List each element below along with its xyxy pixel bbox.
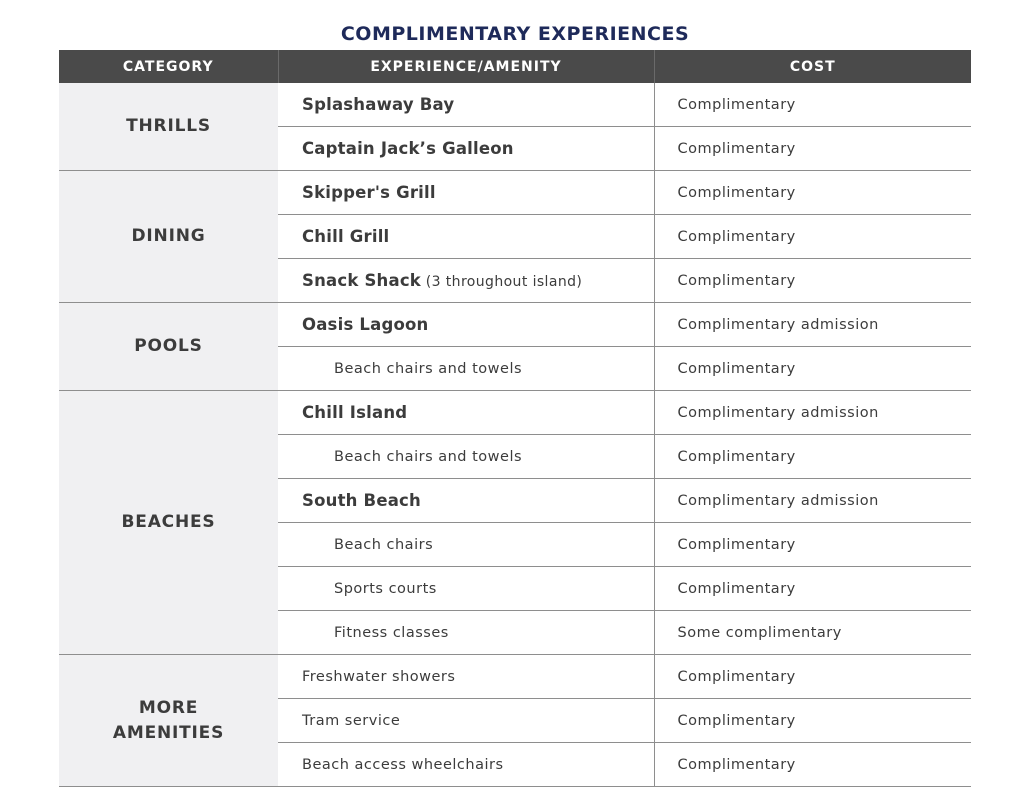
experience-name: Chill Island [302,403,408,422]
experience-cell: Beach chairs and towels [278,347,654,391]
experience-name: Captain Jack’s Galleon [302,139,514,158]
category-dining: DINING [59,171,278,303]
cost-cell: Complimentary [654,171,971,215]
experience-note: (3 throughout island) [425,274,583,290]
table-row [59,303,971,347]
experience-cell [278,83,654,127]
experience-name: Chill Grill [302,227,390,246]
experience-name: Skipper's Grill [302,183,436,202]
cost-cell: Complimentary admission [654,391,971,435]
table-row [59,391,971,435]
header-experience: EXPERIENCE/AMENITY [278,50,654,83]
experience-cell: Freshwater showers [278,655,654,699]
cost-cell: Complimentary [654,743,971,787]
cost-cell: Complimentary [654,435,971,479]
table-header-row [59,50,971,83]
experience-cell [278,259,654,303]
cost-cell: Complimentary admission [654,303,971,347]
cost-cell: Complimentary [654,83,971,127]
header-category: CATEGORY [59,50,278,83]
experience-cell [278,171,654,215]
experience-cell [278,479,654,523]
cost-cell: Complimentary [654,347,971,391]
category-pools: POOLS [59,303,278,391]
experience-cell [278,215,654,259]
experience-cell: Fitness classes [278,611,654,655]
category-beaches: BEACHES [59,391,278,655]
experience-cell: Beach access wheelchairs [278,743,654,787]
table-row [59,655,971,699]
experiences-table [59,50,971,787]
page-title: COMPLIMENTARY EXPERIENCES [340,23,690,45]
cost-cell: Complimentary [654,127,971,171]
experience-name: South Beach [302,491,421,510]
category-line: AMENITIES [112,722,225,743]
cost-cell: Complimentary [654,655,971,699]
header-cost: COST [654,50,971,83]
category-line: MORE [138,697,199,718]
cost-cell: Complimentary [654,215,971,259]
cost-cell: Complimentary [654,567,971,611]
experience-cell: Beach chairs [278,523,654,567]
experience-name: Splashaway Bay [302,95,455,114]
experience-name: Snack Shack [302,271,421,290]
experience-cell: Tram service [278,699,654,743]
experience-name: Oasis Lagoon [302,315,429,334]
cost-cell: Some complimentary [654,611,971,655]
experience-cell: Beach chairs and towels [278,435,654,479]
experience-cell [278,303,654,347]
experience-cell [278,127,654,171]
table-row [59,83,971,127]
experience-cell: Sports courts [278,567,654,611]
category-more-amenities [59,655,278,787]
table-row [59,171,971,215]
experience-cell [278,391,654,435]
cost-cell: Complimentary admission [654,479,971,523]
cost-cell: Complimentary [654,699,971,743]
category-thrills: THRILLS [59,83,278,171]
cost-cell: Complimentary [654,259,971,303]
cost-cell: Complimentary [654,523,971,567]
